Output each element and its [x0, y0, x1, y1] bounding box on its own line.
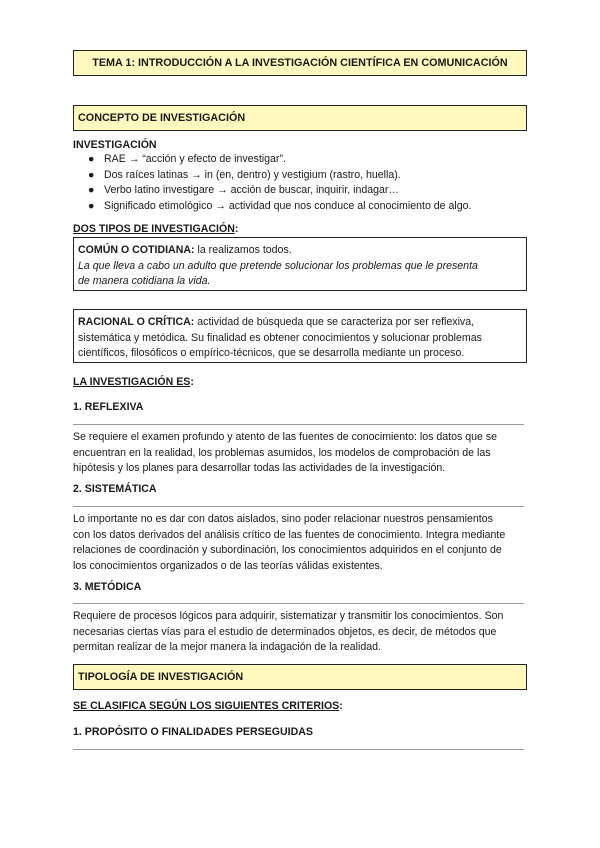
divider: [73, 749, 524, 750]
text-line: con los datos derivados del análisis crítico de las fuentes de conocimiento. Integra mediante: [73, 528, 506, 541]
la-investigacion-es-colon: :: [190, 376, 194, 388]
divider: [73, 603, 524, 604]
racional-line: [78, 315, 522, 331]
document-title: TEMA 1: INTRODUCCIÓN A LA INVESTIGACIÓN CIENTÍFICA EN COMUNICACIÓN: [73, 50, 527, 76]
comun-box: [73, 237, 527, 291]
comun-label: COMÚN O COTIDIANA:: [78, 244, 195, 256]
reflexiva-text: [73, 430, 529, 477]
list-item: [86, 168, 471, 184]
comun-text: la realizamos todos.: [194, 244, 292, 256]
dos-tipos-heading: [73, 223, 238, 235]
racional-text-3: científicos, filosóficos o empírico-técnicos, que se desarrolla mediante un proceso.: [78, 347, 465, 360]
text-line: los conocimientos organizados o de las teorías válidas existentes.: [73, 559, 383, 572]
text-line: encuentran en la realidad, los problemas asumidos, los modelos de comprobación de las: [73, 446, 491, 459]
text-line: Requiere de procesos lógicos para adquirir, sistematizar y transmitir los conocimientos. Son: [73, 610, 504, 622]
metodica-title: 3. METÓDICA: [73, 581, 142, 593]
divider: [73, 424, 524, 425]
text-line: Lo importante no es dar con datos aislados, sino poder relacionar nuestros pensamientos: [73, 513, 493, 525]
text-line: necesarias ciertas vías para el estudio de determinados objetos, es decir, de métodos que: [73, 625, 497, 638]
racional-text-1: actividad de búsqueda que se caracteriza por ser reflexiva,: [194, 316, 475, 328]
text-line: Se requiere el examen profundo y atento de las fuentes de conocimiento: los datos que se: [73, 431, 498, 443]
section-header-concepto: CONCEPTO DE INVESTIGACIÓN: [73, 105, 527, 131]
bullet-icon: ●: [88, 184, 95, 196]
bullet-icon: ●: [88, 168, 95, 181]
text-line: permitan realizar de la mejor manera la indagación de la realidad.: [73, 641, 381, 654]
criterios-heading: [73, 700, 343, 712]
section-header-tipologia: TIPOLOGÍA DE INVESTIGACIÓN: [73, 664, 527, 690]
sistematica-title: 2. SISTEMÁTICA: [73, 483, 157, 495]
criterios-colon: :: [339, 700, 343, 712]
list-item: [86, 183, 471, 199]
investigacion-heading: INVESTIGACIÓN: [73, 139, 157, 151]
comun-line: [78, 243, 522, 259]
metodica-text: [73, 609, 529, 656]
list-item-text: Verbo latino investigare → acción de buscar, inquirir, indagar…: [104, 184, 400, 196]
list-item: [86, 199, 471, 215]
list-item-text: RAE → “acción y efecto de investigar”.: [104, 153, 286, 165]
divider: [73, 506, 524, 507]
la-investigacion-es-heading: [73, 376, 194, 388]
comun-italic-line-2: de manera cotidiana la vida.: [78, 275, 211, 288]
racional-label: RACIONAL O CRÍTICA:: [78, 316, 195, 328]
text-line: relaciones de coordinación y subordinación, los conocimientos adquiridos en el conjunto de: [73, 544, 502, 557]
dos-tipos-colon: :: [234, 223, 239, 235]
criterios-heading-text: SE CLASIFICA SEGÚN LOS SIGUIENTES CRITERIOS: [73, 700, 340, 712]
racional-box: [73, 309, 527, 363]
bullet-icon: ●: [88, 153, 95, 165]
proposito-title: 1. PROPÓSITO O FINALIDADES PERSEGUIDAS: [73, 726, 313, 738]
dos-tipos-heading-text: DOS TIPOS DE INVESTIGACIÓN: [73, 223, 235, 235]
racional-text-2: sistemática y metódica. Su finalidad es obtener conocimientos y solucionar problemas: [78, 331, 482, 344]
bullet-icon: ●: [88, 199, 95, 212]
list-item-text: Dos raíces latinas → in (en, dentro) y vestigium (rastro, huella).: [104, 168, 401, 181]
list-item: [86, 152, 471, 168]
investigacion-list: [86, 152, 471, 214]
comun-italic-line-1: La que lleva a cabo un adulto que pretende solucionar los problemas que le presenta: [78, 259, 478, 272]
list-item-text: Significado etimológico → actividad que nos conduce al conocimiento de algo.: [104, 199, 472, 212]
text-line: hipótesis y los planes para desarrollar todas las actividades de la investigación.: [73, 462, 446, 475]
la-investigacion-es-heading-text: LA INVESTIGACIÓN ES: [73, 376, 191, 388]
reflexiva-title: 1. REFLEXIVA: [73, 401, 144, 413]
sistematica-text: [73, 512, 529, 574]
